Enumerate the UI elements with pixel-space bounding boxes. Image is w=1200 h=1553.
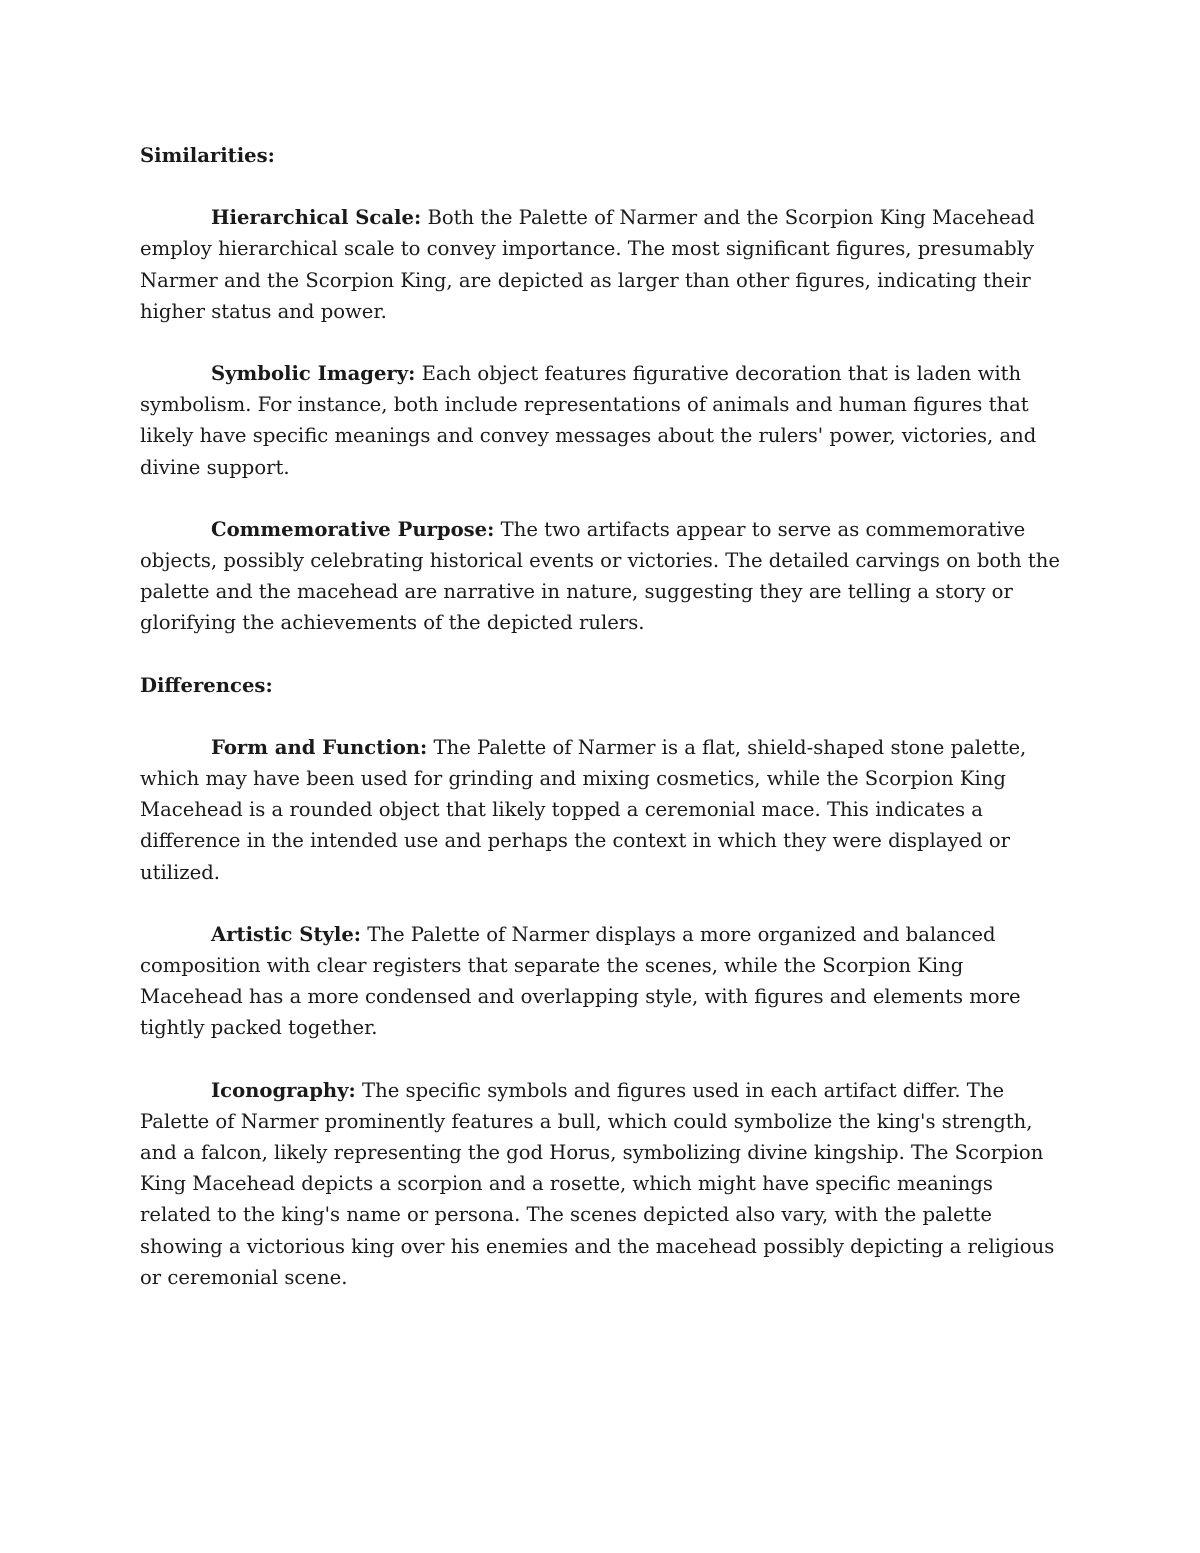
paragraph-hierarchical-scale bbox=[140, 202, 1060, 327]
paragraph-text: Each object features figurative decoration that is laden with symbolism. For instance, both include representations of animals and human figures that likely have specific meanings and convey messages about the rulers' power, victories, and divine support. bbox=[140, 362, 1037, 479]
paragraph-text: The Palette of Narmer displays a more organized and balanced composition with clear registers that separate the scenes, while the Scorpion King Macehead has a more condensed and overlapping style, with figures and elements more tightly packed together. bbox=[140, 922, 1021, 1040]
paragraph-text: Both the Palette of Narmer and the Scorpion King Macehead employ hierarchical scale to convey importance. The most significant figures, presumably Narmer and the Scorpion King, are depicted as larger than other figures, indicating their higher status and power. bbox=[140, 206, 1035, 323]
paragraph-symbolic-imagery bbox=[140, 358, 1060, 483]
paragraph-term: Form and Function: bbox=[211, 735, 428, 759]
paragraph-term: Commemorative Purpose: bbox=[211, 517, 495, 541]
paragraph-text: The specific symbols and figures used in each artifact differ. The Palette of Narmer prominently features a bull, which could symbolize the king's strength, and a falcon, likely representing the god Horus, symbolizing divine kingship. The Scorpion King Macehead depicts a scorpion and a rosette, which might have specific meanings related to the king's name or persona. The scenes depicted also vary, with the palette showing a victorious king over his enemies and the macehead possibly depicting a religious or ceremonial scene. bbox=[140, 1078, 1055, 1289]
paragraph-iconography bbox=[140, 1075, 1060, 1293]
paragraph-text: The two artifacts appear to serve as commemorative objects, possibly celebrating historical events or victories. The detailed carvings on both the palette and the macehead are narrative in nature, suggesting they are telling a story or glorifying the achievements of the depicted rulers. bbox=[140, 517, 1060, 635]
paragraph-form-and-function bbox=[140, 732, 1060, 888]
document-body bbox=[140, 140, 1060, 1324]
paragraph-commemorative-purpose bbox=[140, 514, 1060, 639]
section-heading-similarities: Similarities: bbox=[140, 144, 275, 167]
paragraph-term: Iconography: bbox=[211, 1078, 356, 1102]
section-heading-differences: Differences: bbox=[140, 673, 273, 697]
paragraph-artistic-style bbox=[140, 919, 1060, 1044]
paragraph-text: The Palette of Narmer is a flat, shield-shaped stone palette, which may have been used for grinding and mixing cosmetics, while the Scorpion King Macehead is a rounded object that likely topped a ceremonial mace. This indicates a difference in the intended use and perhaps the context in which they were displayed or utilized. bbox=[140, 735, 1027, 884]
paragraph-term: Hierarchical Scale: bbox=[211, 206, 422, 230]
paragraph-term: Artistic Style: bbox=[211, 922, 362, 946]
paragraph-term: Symbolic Imagery: bbox=[211, 362, 416, 386]
